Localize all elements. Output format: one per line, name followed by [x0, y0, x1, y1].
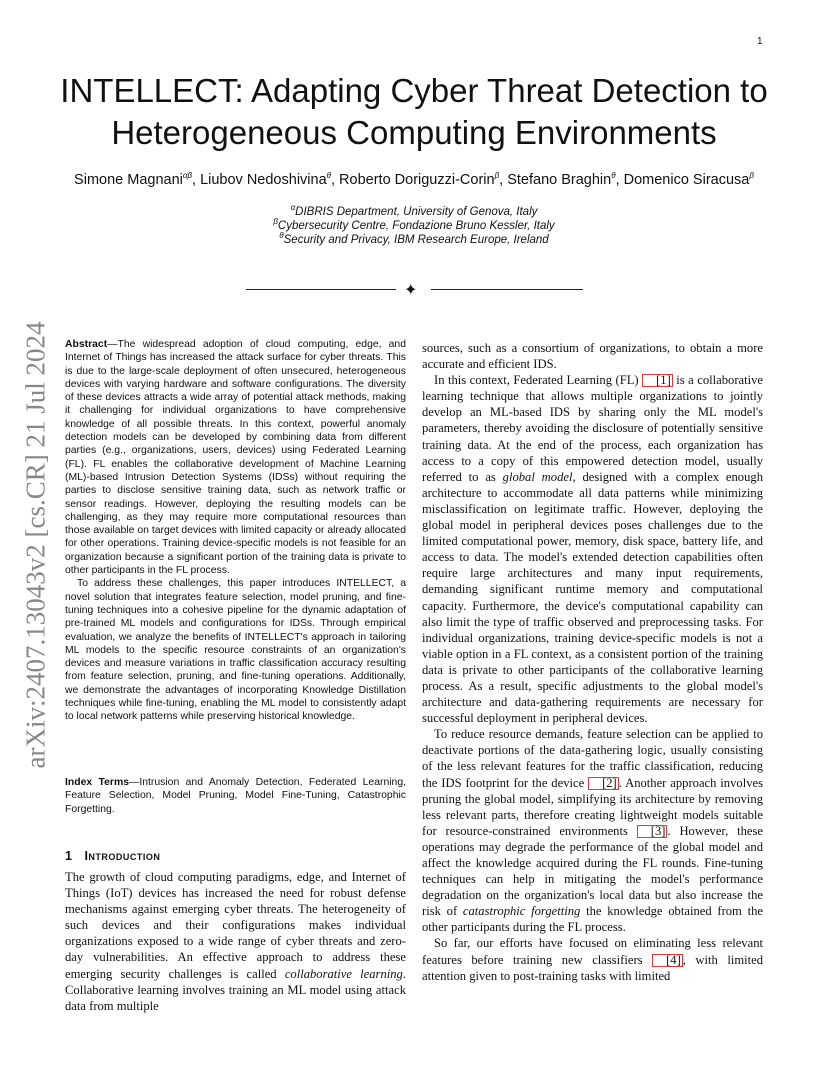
- intro-paragraph: [65, 869, 406, 1014]
- page-number: 1: [757, 36, 763, 47]
- right-column: [422, 340, 763, 984]
- section-heading: [65, 849, 160, 863]
- index-terms: [65, 776, 406, 816]
- affil-mark: β: [273, 217, 278, 227]
- index-terms-text: —Intrusion and Anomaly Detection, Federated Learning, Feature Selection, Model Pruning, Model Fine-Tuning, Catastrophic Forgetting.: [65, 777, 406, 815]
- section-number: 1: [65, 849, 73, 863]
- author-name: Stefano Braghin: [507, 172, 612, 188]
- abstract-label: Abstract: [65, 339, 108, 350]
- intro-emphasis: collaborative learning: [284, 966, 403, 981]
- affiliation: [70, 233, 758, 247]
- abstract-text: —The widespread adoption of cloud computing, edge, and Internet of Things has increased the attack surface for cyber threats. This is due to the large-scale deployment of often unsecured, heterogeneous devices with varying hardware and software configurations. The diversity of these devices attracts a wide array of potential attack methods, making it challenging for individual organizations to have comprehensive knowledge of all possible threats. In this context, powerful anomaly detection models can be developed by combining data from different parties (e.g., organizations, users, devices) using Federated Learning (FL). FL enables the collaborative development of Machine Learning (ML)-based Intrusion Detection Systems (IDSs) without requiring the parties to disclose sensitive training data, such as network traffic or sensor readings. However, deploying the resulting models can be challenging, as they may require more computational resources than those available on target devices with limited capacity or already allocated for other operations. Training device-specific models is not feasible for an organization because a significant portion of the training data is private to other participants in the FL process.: [65, 339, 406, 577]
- author-affil-mark: β: [749, 171, 754, 181]
- affil-text: Security and Privacy, IBM Research Europe, Ireland: [283, 234, 549, 246]
- body-text: , designed with a complex enough architecture to accommodate all data patterns while minimizing misclassification on legitimate traffic. However, deploying the global model in peripheral devices poses challenges due to the limited computational power, memory, disk space, battery life, and access to data. The model's extended detection capabilities often require large architectures and many input requirements, demanding significant runtime memory and computational capacity. Furthermore, the device's computational capability can also limit the type of traffic observed and preprocessing tasks. For individual organizations, training device-specific models is not a viable option in a FL context, as a consistent portion of the training data is private to other participants of the collaborative learning process. As a result, specific adjustments to the global model's architecture and data-gathering requirements are necessary for successful deployment in peripheral devices.: [422, 469, 763, 726]
- arxiv-identifier: arXiv:2407.13043v2 [cs.CR] 21 Jul 2024: [20, 321, 51, 769]
- intro-text: The growth of cloud computing paradigms, edge, and Internet of Things (IoT) devices has increased the need for robust defense mechanisms against emerging cyber threats. The heterogeneity of such devices and their configurations makes individual organizations exposed to a wide range of cyber threats and zero-day vulnerabilities. An effective approach to address these emerging security challenges is called: [65, 870, 406, 981]
- abstract-paragraph: [65, 338, 406, 577]
- citation-link[interactable]: [2]: [588, 777, 619, 790]
- author-affil-mark: θ: [611, 171, 616, 181]
- affil-text: DIBRIS Department, University of Genova, Italy: [295, 206, 538, 218]
- body-text: So far, our efforts have focused on eliminating less relevant features before training new classifiers: [422, 936, 763, 967]
- body-paragraph: [422, 372, 763, 726]
- body-text: To reduce resource demands, feature selection can be applied to deactivate portions of the data-gathering logic, usually consisting of the less relevant features for the traffic classification, reducing the IDS footprint for the device: [422, 727, 763, 790]
- abstract: [65, 338, 406, 724]
- body-text: . However, these operations may degrade the performance of the global model and affect the knowledge acquired during the FL rounds. Fine-tuning techniques can help in mitigating the model's performance degradation on the organization's local data but also increase the risk of: [422, 823, 764, 919]
- affil-mark: α: [290, 203, 296, 213]
- separator-rule-right: [431, 289, 583, 290]
- body-text: is a collaborative learning technique that allows multiple organizations to jointly develop an ML-based IDS by sharing only the ML model's parameters, thereby avoiding the disclosure of potentially sensitive training data. At the end of the process, each organization has access to a copy of this empowered detection model, usually referred to as: [422, 373, 764, 484]
- author-name: Roberto Doriguzzi-Corin: [339, 172, 495, 188]
- separator-diamond-icon: ✦: [404, 280, 418, 299]
- citation-link[interactable]: [4]: [652, 954, 683, 967]
- affil-text: Cybersecurity Centre, Fondazione Bruno Kessler, Italy: [277, 220, 555, 232]
- citation-link[interactable]: [3]: [637, 825, 668, 838]
- abstract-paragraph: To address these challenges, this paper introduces INTELLECT, a novel solution that integrates feature selection, model pruning, and fine-tuning techniques into a cohesive pipeline for the dynamic adaptation of pre-trained ML models and configurations for IDSs. Through empirical evaluation, we analyze the benefits of INTELLECT's approach in tailoring ML models to the specific resource constraints of an organization's devices and measure variations in traffic classification accuracy resulting from feature selection, pruning, and fine-tuning operations. Additionally, we demonstrate the advantages of incorporating Knowledge Distillation techniques while fine-tuning, enabling the ML model to consistently adapt to local network patterns while preserving historical knowledge.: [65, 578, 406, 723]
- body-text: the knowledge obtained from the other participants during the FL process.: [422, 904, 763, 935]
- body-paragraph: sources, such as a consortium of organizations, to obtain a more accurate and efficient IDS.: [422, 341, 763, 372]
- affil-mark: θ: [279, 231, 284, 241]
- affiliation: [70, 205, 758, 219]
- affiliation-list: [70, 205, 758, 247]
- body-paragraph: [422, 935, 763, 983]
- body-emphasis: global model: [502, 469, 573, 484]
- author-name: Liubov Nedoshivina: [200, 172, 327, 188]
- body-paragraph: [422, 726, 763, 935]
- section-title: Introduction: [84, 849, 161, 863]
- index-terms-label: Index Terms: [65, 777, 129, 788]
- separator-rule-left: [246, 289, 396, 290]
- body-text: , with limited attention given to post-training tasks with limited: [422, 952, 764, 983]
- author-list: Simone Magnani$^{\alpha\beta}$, Liubov Nedoshivina$^\theta$, Roberto Doriguzzi-Corin$^\beta$, Stefano Braghin$^\theta$, Domenico Siracusa$^\beta$: [74, 171, 754, 188]
- intro-text: . Collaborative learning involves training an ML model using attack data from multiple: [65, 966, 406, 1013]
- paper-title: INTELLECT: Adapting Cyber Threat Detection to Heterogeneous Computing Environments: [60, 72, 768, 151]
- author-affil-mark: β: [494, 171, 500, 181]
- affiliation: [70, 219, 758, 233]
- author-name: Domenico Siracusa: [623, 172, 750, 188]
- author-name: Simone Magnani: [74, 172, 183, 188]
- body-emphasis: catastrophic forgetting: [462, 904, 581, 919]
- author-affil-mark: αβ: [182, 171, 193, 181]
- body-text: . Another approach involves pruning the global model, simplifying its architecture by removing less relevant parts, therefore creating lightweight models suitable for resource-constrained environments: [422, 775, 763, 838]
- arxiv-stamp: [14, 300, 58, 790]
- author-affil-mark: θ: [326, 171, 331, 181]
- body-text: In this context, Federated Learning (FL): [434, 373, 643, 388]
- citation-link[interactable]: [1]: [642, 374, 673, 387]
